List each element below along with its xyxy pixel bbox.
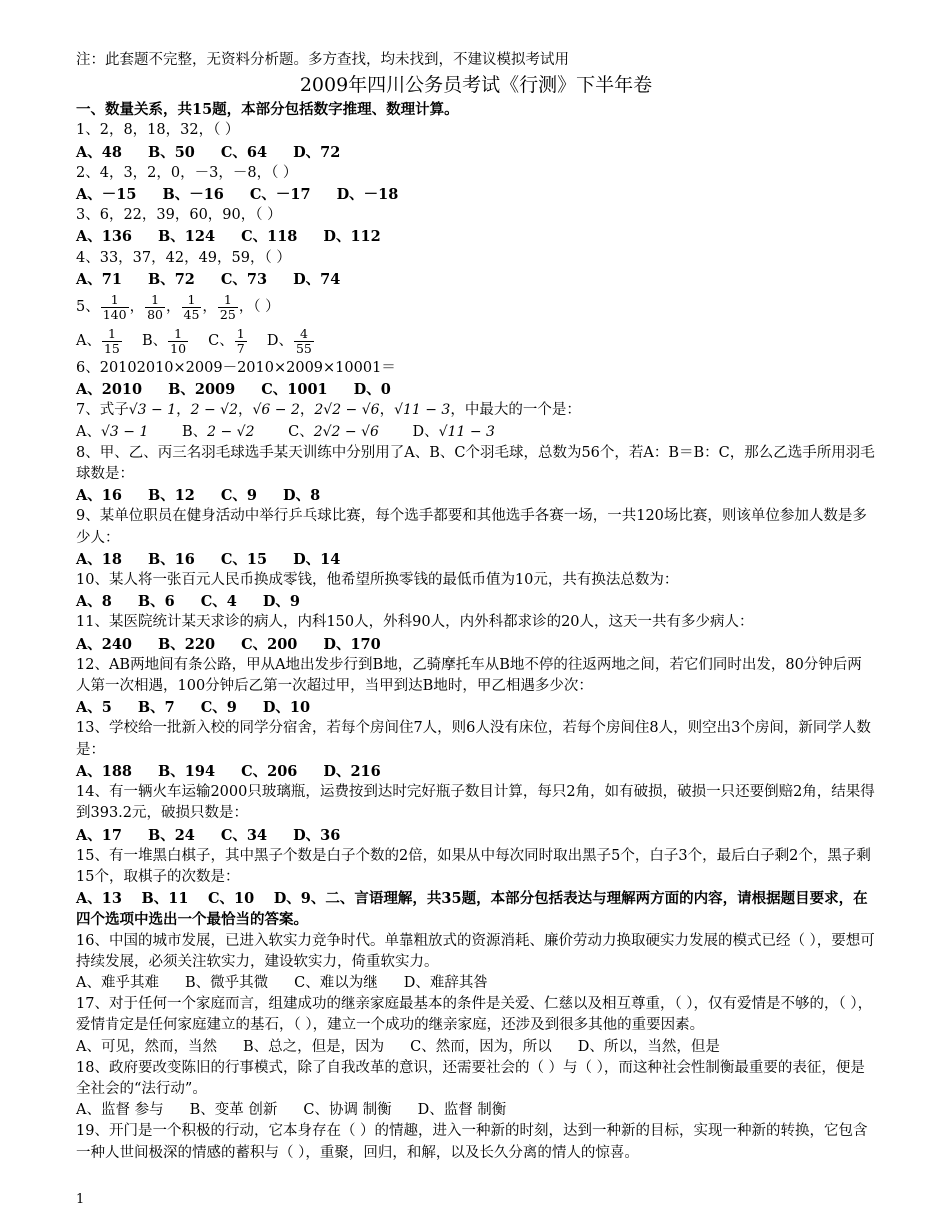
option: D、8: [283, 487, 321, 505]
question-9: 9、某单位职员在健身活动中举行乒乓球比赛，每个选手都要和其他选手各赛一场，一共120场比赛，则该单位参加人数是多少人：: [76, 508, 867, 546]
option: D、216: [323, 762, 381, 780]
options-5: A、 $\frac{1}{15}$ B、 $\frac{1}{10}$ C、 $\frac{1}{7}$ D、 $\frac{4}{55}$: [76, 325, 312, 356]
option: A、17: [76, 826, 122, 844]
option: C、4: [200, 593, 237, 611]
document-page: [76, 50, 876, 1164]
question-12: 12、AB两地间有条公路，甲从A地出发步行到B地，乙骑摩托车从B地不停的往返两地之间，若它们同时出发，80分钟后两人第一次相遇，100分钟后乙第一次超过甲，当甲到达B地时，甲乙相遇多少次：: [76, 656, 862, 695]
option: A、2010: [76, 381, 143, 399]
option: B、7: [137, 699, 175, 717]
option: C、9: [200, 699, 237, 717]
option: A、71: [76, 270, 122, 288]
page-title: 2009年四川公务员考试《行测》下半年卷: [299, 74, 653, 97]
option: C、1001: [261, 381, 328, 399]
question-17: 17、对于任何一个家庭而言，组建成功的继亲家庭最基本的条件是关爱、仁慈以及相互尊重，（ ），仅有爱情是不够的，（ ），爱情肯定是任何家庭建立的基石，（ ），建立一个成功的继亲家庭，还涉及到很多其他的重要因素。: [76, 996, 873, 1034]
question-14: 14、有一辆火车运输2000只玻璃瓶，运费按到达时完好瓶子数目计算，每只2角，如有破损，破损一只还要倒赔2角，结果得到393.2元，破损只数是：: [76, 784, 875, 822]
option: A、可见，然而，当然: [76, 1038, 217, 1055]
question-7: 7、式子√3 − 1，2 − √2，√6 − 2，2√2 − √6，√11 − 3，中最大的一个是：: [76, 402, 581, 419]
option: D、－18: [336, 186, 399, 204]
option: B、变革 创新: [189, 1102, 278, 1119]
option: B、6: [137, 593, 175, 611]
options-10: [76, 591, 876, 612]
options-16: [76, 973, 876, 994]
option: C、200: [241, 635, 298, 653]
options-6: [76, 379, 876, 400]
question-19: 19、开门是一个积极的行动，它本身存在（ ）的情趣，进入一种新的时刻，达到一种新的目标，实现一种新的转换，它包含一种人世间极深的情感的蓄积与（ ），重聚，回归，和解，以及长久分离的情人的惊喜。: [76, 1123, 868, 1161]
options-4: [76, 269, 876, 290]
fraction: $\frac{1}{25}$: [219, 291, 236, 322]
option: D、112: [323, 228, 381, 246]
option: A、监督 参与: [76, 1102, 164, 1119]
options-18: [76, 1100, 876, 1121]
options-13: [76, 761, 876, 782]
option: B、16: [147, 550, 195, 568]
options-7: A、√3 − 1 B、2 − √2 C、2√2 − √6 D、√11 − 3: [76, 423, 495, 440]
option: C、协调 制衡: [303, 1102, 392, 1119]
option: B、194: [158, 762, 216, 780]
question-4: 4、33，37，42，49，59，（ ）: [76, 249, 291, 266]
fraction: $\frac{4}{55}$: [295, 325, 312, 356]
option: D、难辞其咎: [403, 974, 488, 991]
option: C、118: [241, 228, 298, 246]
question-11: 11、某医院统计某天求诊的病人，内科150人，外科90人，内外科都求诊的20人，这天一共有多少病人：: [76, 614, 754, 631]
option: A、136: [76, 228, 133, 246]
option: D、72: [293, 143, 341, 161]
note-line: 注：此套题不完整，无资料分析题。多方查找，均未找到，不建议模拟考试用: [76, 52, 569, 68]
option: B、2009: [168, 381, 236, 399]
option: A、5: [76, 699, 112, 717]
page-number: 1: [76, 1192, 85, 1207]
section-heading-1: 一、数量关系，共15题，本部分包括数字推理、数理计算。: [76, 101, 459, 119]
option: D、0: [353, 381, 391, 399]
option: C、9: [220, 487, 258, 505]
fraction: $\frac{1}{15}$: [103, 325, 120, 356]
option: C、206: [241, 762, 298, 780]
options-11: [76, 634, 876, 655]
option: D、74: [293, 270, 341, 288]
option: D、监督 制衡: [417, 1102, 507, 1119]
option: C、15: [220, 550, 268, 568]
option: A、难乎其难: [76, 974, 159, 991]
option: D、10: [262, 699, 311, 717]
option: D、170: [323, 635, 381, 653]
section-heading-2: 二、言语理解，共35题，本部分包括表达与理解两方面的内容，请根据题目要求，在四个选项中选出一个最恰当的答案。: [76, 890, 868, 929]
question-13: 13、学校给一批新入校的同学分宿舍，若每个房间住7人，则6人没有床位，若每个房间住8人，则空出3个房间，新同学人数是：: [76, 720, 871, 758]
option: D、14: [293, 550, 341, 568]
fraction: $\frac{1}{140}$: [102, 291, 127, 322]
option: B、220: [158, 635, 216, 653]
fraction: $\frac{1}{10}$: [170, 325, 187, 356]
options-8: [76, 485, 876, 506]
options-2: [76, 184, 876, 205]
option: B、12: [147, 487, 195, 505]
question-1: 1、2，8，18，32，（ ）: [76, 122, 240, 139]
option: A、8: [76, 593, 112, 611]
option: C、然而，因为，所以: [410, 1038, 552, 1055]
option: A、－15: [76, 186, 137, 204]
fraction: $\frac{1}{7}$: [236, 325, 245, 356]
options-15: A、13 B、11 C、10 D、9、: [76, 890, 326, 908]
option: B、124: [158, 228, 216, 246]
option: B、总之，但是，因为: [242, 1038, 385, 1055]
options-15-and-section-2: [76, 888, 876, 930]
option: B、72: [147, 270, 195, 288]
option: A、48: [76, 143, 122, 161]
option: D、36: [293, 826, 341, 844]
options-12: [76, 697, 876, 718]
option: C、73: [220, 270, 268, 288]
question-18: 18、政府要改变陈旧的行事模式，除了自我改革的意识，还需要社会的（ ）与（ ），而这种社会性制衡最重要的表征，便是全社会的“法行动”。: [76, 1059, 865, 1097]
question-2: 2、4，3，2，0，－3，－8，（ ）: [76, 164, 298, 181]
options-17: [76, 1037, 876, 1058]
options-1: [76, 142, 876, 163]
question-5: 5、 $\frac{1}{140}$ ， $\frac{1}{80}$ ， $\frac{1}{45}$ ， $\frac{1}{25}$ ，（ ）: [76, 291, 280, 322]
option: A、240: [76, 635, 133, 653]
option: A、18: [76, 550, 122, 568]
option: C、－17: [249, 186, 311, 204]
option: B、24: [147, 826, 195, 844]
option: C、64: [220, 143, 268, 161]
question-16: 16、中国的城市发展，已进入软实力竞争时代。单靠粗放式的资源消耗、廉价劳动力换取硬实力发展的模式已经（ ），要想可持续发展，必须关注软实力，建设软实力，倚重软实力。: [76, 932, 875, 970]
question-3: 3、6，22，39，60，90，（ ）: [76, 207, 282, 224]
option: B、微乎其微: [184, 974, 269, 991]
option: D、9: [262, 593, 301, 611]
option: A、16: [76, 487, 122, 505]
option: B、50: [147, 143, 195, 161]
question-15: 15、有一堆黑白棋子，其中黑子个数是白子个数的2倍，如果从中每次同时取出黑子5个，白子3个，最后白子剩2个，黑子剩15个，取棋子的次数是：: [76, 847, 871, 885]
question-10: 10、某人将一张百元人民币换成零钱，他希望所换零钱的最低币值为10元，共有换法总数为：: [76, 572, 679, 589]
fraction: $\frac{1}{80}$: [147, 291, 163, 322]
option: B、－16: [162, 186, 224, 204]
option: C、34: [220, 826, 268, 844]
option: D、所以，当然，但是: [577, 1038, 720, 1055]
question-6: 6、20102010×2009－2010×2009×10001＝: [76, 360, 396, 377]
options-14: [76, 825, 876, 846]
options-9: [76, 549, 876, 570]
options-3: [76, 226, 876, 247]
question-8: 8、甲、乙、丙三名羽毛球选手某天训练中分别用了A、B、C个羽毛球，总数为56个，若A：B＝B：C，那么乙选手所用羽毛球数是：: [76, 444, 875, 483]
fraction: $\frac{1}{45}$: [183, 291, 200, 322]
option: C、难以为继: [294, 974, 378, 991]
option: A、188: [76, 762, 133, 780]
